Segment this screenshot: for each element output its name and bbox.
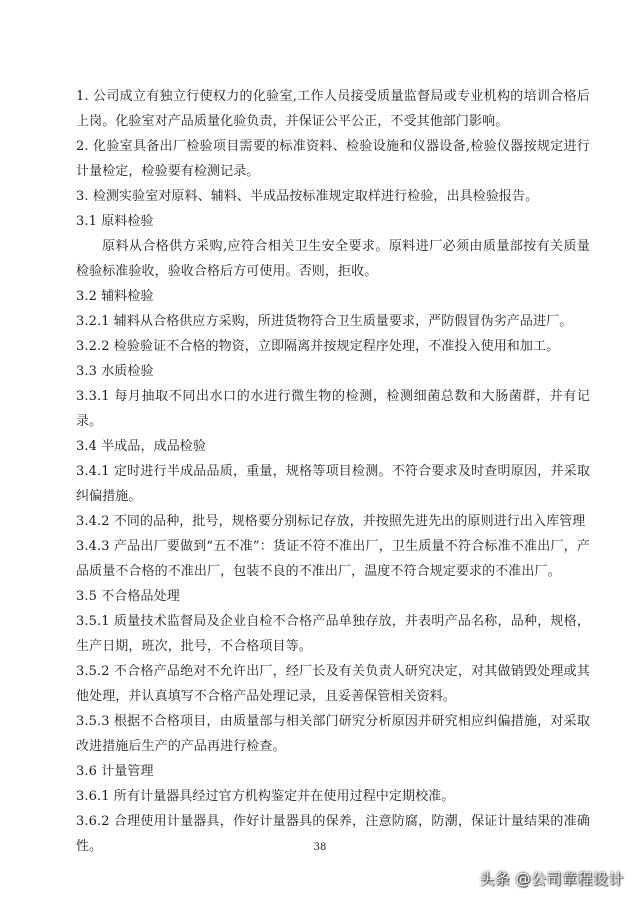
- paragraph-3-5-3: 3.5.3 根据不合格项目，由质量部与相关部门研究分析原因并研究相应纠偏措施，对采取改进措施后生产的产品再进行检查。: [76, 714, 590, 754]
- page-number: 38: [313, 842, 327, 853]
- paragraph-3-2-1: 3.2.1 辅料从合格供应方采购，所进货物符合卫生质量要求，严防假冒伪劣产品进厂。: [76, 314, 573, 329]
- paragraph-3-2-2: 3.2.2 检验验证不合格的物资，立即隔离并按规定程序处理，不准投入使用和加工。: [76, 339, 560, 354]
- paragraph-3-5-2: 3.5.2 不合格产品绝对不允许出厂，经厂长及有关负责人研究决定，对其做销毁处理或其他处理，并认真填写不合格产品处理记录，且妥善保管相关资料。: [76, 664, 590, 704]
- heading-3-1: 3.1 原料检验: [76, 214, 154, 229]
- document-body: [76, 84, 590, 859]
- paragraph-3-4-3: 3.4.3 产品出厂要做到“五不准”：货证不符不准出厂，卫生质量不符合标准不准出厂，产品质量不合格的不准出厂，包装不良的不准出厂，温度不符合规定要求的不准出厂。: [76, 539, 590, 579]
- heading-3-4: 3.4 半成品，成品检验: [76, 439, 207, 454]
- heading-3-2: 3.2 辅料检验: [76, 289, 154, 304]
- paragraph-3: 3. 检测实验室对原料、辅料、半成品按标准规定取样进行检验，出具检验报告。: [76, 189, 539, 204]
- heading-3-5: 3.5 不合格品处理: [76, 589, 180, 604]
- paragraph-3-6-1: 3.6.1 所有计量器具经过官方机构鉴定并在使用过程中定期校准。: [76, 789, 455, 804]
- paragraph-3-1-body: 原料从合格供方采购,应符合相关卫生安全要求。原料进厂必须由质量部按有关质量检验标准验收，验收合格后方可使用。否则，拒收。: [76, 239, 590, 279]
- heading-3-3: 3.3 水质检验: [76, 364, 154, 379]
- paragraph-2: 2. 化验室具备出厂检验项目需要的标准资料、检验设施和仪器设备,检验仪器按规定进行计量检定，检验要有检测记录。: [76, 139, 590, 179]
- paragraph-3-5-1: 3.5.1 质量技术监督局及企业自检不合格产品单独存放，并表明产品名称，品种，规格，生产日期，班次，批号，不合格项目等。: [76, 614, 590, 654]
- paragraph-3-4-1: 3.4.1 定时进行半成品品质，重量，规格等项目检测。不符合要求及时查明原因，并采取纠偏措施。: [76, 464, 590, 504]
- paragraph-3-4-2: 3.4.2 不同的品种，批号，规格要分别标记存放，并按照先进先出的原则进行出入库管理: [76, 514, 586, 529]
- heading-3-6: 3.6 计量管理: [76, 764, 154, 779]
- paragraph-3-3-1: 3.3.1 每月抽取不同出水口的水进行微生物的检测，检测细菌总数和大肠菌群，并有记录。: [76, 389, 590, 429]
- source-watermark: 头条 @公司章程设计: [479, 870, 624, 888]
- paragraph-3-6-2: 3.6.2 合理使用计量器具，作好计量器具的保养，注意防腐，防潮，保证计量结果的准确性。: [76, 814, 590, 854]
- paragraph-1: 1. 公司成立有独立行使权力的化验室,工作人员接受质量监督局或专业机构的培训合格后上岗。化验室对产品质量化验负责，并保证公平公正，不受其他部门影响。: [76, 89, 590, 129]
